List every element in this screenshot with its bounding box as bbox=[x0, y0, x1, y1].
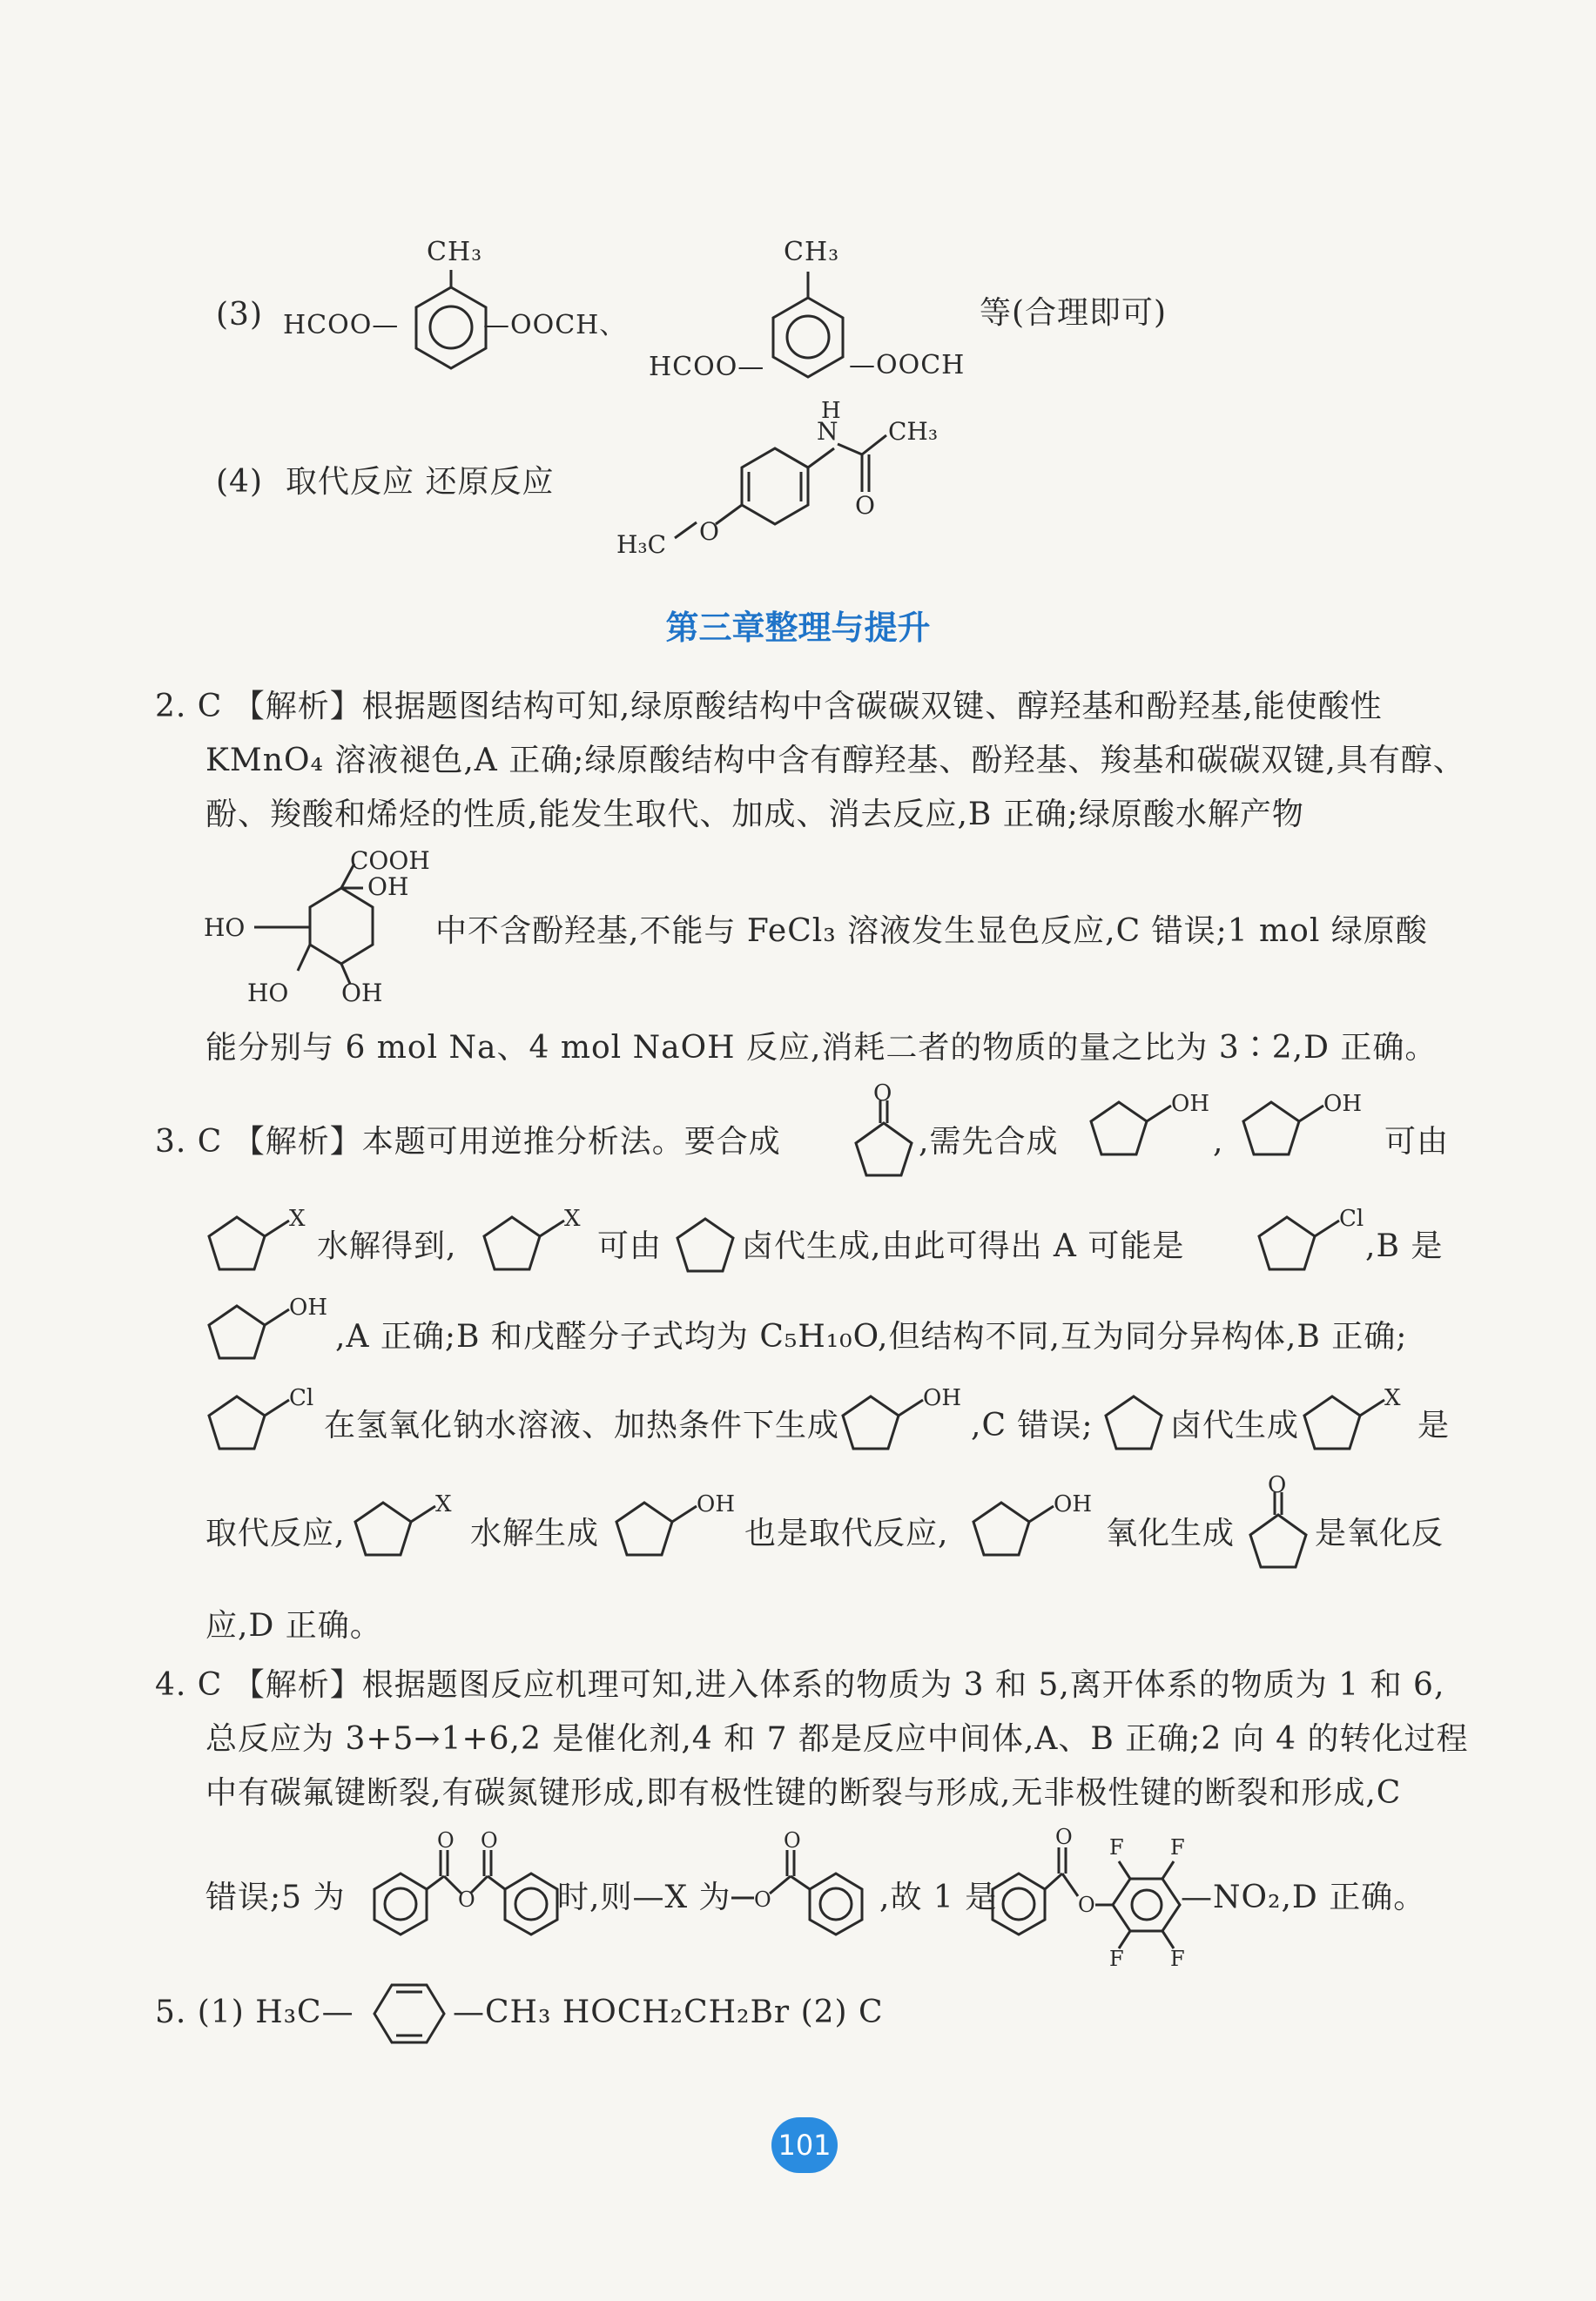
svg-text:F: F bbox=[1170, 1947, 1185, 1971]
q2-line1: 2. C 【解析】根据题图结构可知,绿原酸结构中含碳碳双键、醇羟基和酚羟基,能使酸性 bbox=[155, 689, 1383, 724]
q3-line4-c: 卤代生成 bbox=[1170, 1408, 1300, 1443]
q3-cyclopentanone-1 bbox=[849, 1080, 919, 1184]
q4-benzoate-group bbox=[728, 1828, 876, 1950]
q3-line5-d: 氧化生成 bbox=[1106, 1516, 1236, 1551]
q3-halocyclopentane-2 bbox=[477, 1206, 599, 1288]
q3-cyclopentanol-2 bbox=[1236, 1091, 1362, 1174]
q2-ho2-label: HO bbox=[247, 979, 289, 1007]
q3-line4-a: 在氢氧化钠水溶液、加热条件下生成 bbox=[324, 1408, 840, 1443]
q3-line3: ,A 正确;B 和戊醛分子式均为 C₅H₁₀O,但结构不同,互为同分异构体,B 正确; bbox=[335, 1319, 1408, 1355]
svg-text:O: O bbox=[437, 1828, 455, 1853]
part4-ch3-label: CH₃ bbox=[888, 417, 939, 446]
part3-right-ooch: —OOCH bbox=[849, 350, 966, 380]
q3-line1-b: ,需先合成 bbox=[919, 1124, 1059, 1160]
q3-cyclopentane-2 bbox=[1099, 1391, 1168, 1461]
q3-line5-c: 也是取代反应, bbox=[744, 1516, 949, 1551]
q3-chlorocyclopentane-2 bbox=[202, 1385, 324, 1468]
part3-benzene-2 bbox=[756, 270, 860, 392]
svg-text:X: X bbox=[289, 1206, 306, 1232]
q2-line4: 中不含酚羟基,不能与 FeCl₃ 溶液发生显色反应,C 错误;1 mol 绿原酸 bbox=[435, 913, 1428, 949]
q3-cyclopentanol-5 bbox=[609, 1491, 735, 1574]
q3-cyclopentanol-1 bbox=[1084, 1091, 1209, 1174]
q4-line1: 4. C 【解析】根据题图反应机理可知,进入体系的物质为 3 和 5,离开体系的物质为 1 和 6, bbox=[155, 1667, 1445, 1703]
q4-line2: 总反应为 3+5→1+6,2 是催化剂,4 和 7 都是反应中间体,A、B 正确;2 向 4 的转化过程 bbox=[205, 1721, 1469, 1757]
q3-line5-e: 是氧化反 bbox=[1315, 1516, 1444, 1551]
q3-line1-a: 3. C 【解析】本题可用逆推分析法。要合成 bbox=[155, 1124, 781, 1160]
svg-text:Cl: Cl bbox=[1339, 1206, 1364, 1232]
part3-ch3-1: CH₃ bbox=[427, 237, 483, 267]
q3-halocyclopentane-4 bbox=[348, 1491, 470, 1574]
q2-ho-label: HO bbox=[204, 913, 246, 942]
q3-halocyclopentane-3 bbox=[1297, 1385, 1419, 1468]
q2-line2: KMnO₄ 溶液褪色,A 正确;绿原酸结构中含有醇羟基、酚羟基、羧基和碳碳双键,具有醇、 bbox=[205, 743, 1465, 778]
q2-line3: 酚、羧酸和烯烃的性质,能发生取代、加成、消去反应,B 正确;绿原酸水解产物 bbox=[205, 797, 1304, 832]
svg-text:F: F bbox=[1109, 1947, 1124, 1971]
svg-text:X: X bbox=[564, 1206, 581, 1232]
section-title: 第三章整理与提升 bbox=[665, 609, 931, 647]
q3-line2-b: 可由 bbox=[597, 1228, 663, 1264]
q3-line4-d: 是 bbox=[1418, 1408, 1451, 1443]
part3-ch3-2: CH₃ bbox=[784, 237, 840, 267]
q3-cyclopentanol-6 bbox=[966, 1491, 1092, 1574]
page: (3) HCOO— CH₃ —OOCH、 CH₃ HCOO— —OOCH 等(合理即可) (4) 取代反应 还原反应 N H CH₃ O O H₃C 第三章整理与提升 2. C 【解析】根据题图结构可知,绿原酸结构中含碳碳双键、醇羟基和酚羟基,能使酸性 KMnO₄ 溶液褪色,A 正确;绿原酸结构中含有醇羟基、酚羟基、羧基和碳碳双键,具有醇、 酚、羧酸和烯烃的性质,能发生取代、加成、消去反应,B 正确;绿原酸水解产物 COOH OH HO HO OH 中不含酚羟基,不能与 FeCl₃ 溶液发生显色反应,C 错误;1 mol 绿原酸 能分别与 6 mol Na、4 mol NaOH 反应,消耗二者的物质的量之比为 3∶2,D 正确。 3. C 【解析】本题可用逆推分析法。要合成 O ,需先合成 OH , OH 可由 X 水解得到, X 可由 卤代生成,由此可得出 A 可能是 Cl ,B 是 OH ,A 正确;B 和戊醛分子式均为 C₅H₁₀O,但结构不同,互为同分异构体,B 正确; Cl 在氢氧化钠水溶液、加热条件下生成 OH ,C 错误; 卤代生成 X 是 取代反应, X 水解生成 OH 也是取代反应, OH 氧化生成 O 是氧化反 应,D 正确。 4. C 【解析】根据题图反应机理可知,进入体系的物质为 3 和 5,离开体系的物质为 1 和 6, 总反应为 3+5→1+6,2 是催化剂,4 和 7 都是反应中间体,A、B 正确;2 向 4 的转化过程 中有碳氟键断裂,有碳氮键形成,即有极性键的断裂与形成,无非极性键的断裂和形成,C 错误;5 为 O O O 时,则—X 为 O O ,故 1 是 O O F F F F —NO₂,D 正确。 5. (1) H₃C— —CH₃ HOCH₂CH₂Br (2) C 101 bbox=[0, 0, 1596, 2301]
svg-text:X: X bbox=[435, 1491, 452, 1517]
q5-part-b: —CH₃ HOCH₂CH₂Br (2) C bbox=[453, 1995, 884, 2030]
part4-carbonyl-o: O bbox=[855, 491, 875, 520]
svg-text:O: O bbox=[1055, 1825, 1073, 1849]
part4-n-label: N bbox=[817, 417, 838, 446]
page-number: 101 bbox=[771, 2117, 838, 2173]
q4-line4-a: 错误;5 为 bbox=[205, 1880, 346, 1915]
svg-text:O: O bbox=[1268, 1472, 1287, 1498]
q3-line1-c: 可由 bbox=[1384, 1124, 1450, 1160]
q3-halocyclopentane-1 bbox=[202, 1206, 324, 1288]
svg-text:O: O bbox=[784, 1828, 801, 1853]
svg-text:O: O bbox=[481, 1828, 498, 1853]
svg-text:O: O bbox=[458, 1887, 475, 1912]
svg-text:F: F bbox=[1170, 1835, 1185, 1860]
q4-line3: 中有碳氟键断裂,有碳氮键形成,即有极性键的断裂与形成,无非极性键的断裂和形成,C bbox=[205, 1775, 1402, 1811]
q3-line5-a: 取代反应, bbox=[205, 1516, 346, 1551]
q4-line4-b: 时,则—X 为 bbox=[557, 1880, 731, 1915]
q3-cyclopentanol-4 bbox=[836, 1385, 961, 1468]
svg-text:OH: OH bbox=[923, 1385, 961, 1411]
svg-text:O: O bbox=[754, 1887, 771, 1912]
q3-cyclopentane-1 bbox=[670, 1214, 740, 1283]
q2-quinic-acid bbox=[202, 844, 446, 1019]
svg-text:X: X bbox=[1384, 1385, 1401, 1411]
q3-cyclopentanol-3 bbox=[202, 1295, 327, 1377]
q3-line2-c: 卤代生成,由此可得出 A 可能是 bbox=[742, 1228, 1185, 1264]
q4-benzoic-anhydride bbox=[348, 1828, 557, 1950]
q3-cyclopentanone-2 bbox=[1243, 1472, 1313, 1576]
q4-line4-d: —NO₂,D 正确。 bbox=[1181, 1880, 1426, 1915]
q5-benzene bbox=[357, 1975, 461, 2053]
q2-oh2-label: OH bbox=[341, 979, 383, 1007]
svg-text:OH: OH bbox=[289, 1295, 327, 1321]
part3-left-ooch: —OOCH、 bbox=[483, 310, 627, 340]
part4-ether-o: O bbox=[699, 517, 719, 546]
q4-pfp-ester bbox=[984, 1820, 1210, 1971]
q3-chlorocyclopentane-1 bbox=[1252, 1206, 1374, 1288]
svg-text:OH: OH bbox=[1323, 1091, 1362, 1117]
part3-number: (3) bbox=[216, 297, 263, 333]
part4-h3c-label: H₃C bbox=[616, 530, 667, 559]
q5-part-a: 5. (1) H₃C— bbox=[155, 1995, 354, 2030]
q3-line2-a: 水解得到, bbox=[317, 1228, 457, 1264]
part3-left-hcoo: HCOO— bbox=[283, 310, 400, 340]
q3-line5-b: 水解生成 bbox=[470, 1516, 600, 1551]
svg-text:Cl: Cl bbox=[289, 1385, 314, 1411]
q4-line4-c: ,故 1 是 bbox=[879, 1880, 998, 1915]
part4-molecule bbox=[609, 400, 958, 575]
q2-line5: 能分别与 6 mol Na、4 mol NaOH 反应,消耗二者的物质的量之比为 3∶2,D 正确。 bbox=[205, 1030, 1438, 1066]
q2-oh1-label: OH bbox=[367, 872, 409, 901]
q3-line2-d: ,B 是 bbox=[1365, 1228, 1444, 1264]
svg-text:OH: OH bbox=[1054, 1491, 1092, 1517]
part4-h-label: H bbox=[821, 398, 841, 424]
q2-cooh-label: COOH bbox=[350, 846, 430, 875]
svg-text:OH: OH bbox=[697, 1491, 735, 1517]
part3-suffix: 等(合理即可) bbox=[980, 295, 1168, 331]
part3-right-hcoo: HCOO— bbox=[649, 352, 765, 382]
svg-text:OH: OH bbox=[1171, 1091, 1209, 1117]
q3-line4-b: ,C 错误; bbox=[971, 1408, 1094, 1443]
svg-text:F: F bbox=[1109, 1835, 1124, 1860]
part4-number: (4) bbox=[216, 464, 263, 500]
q3-line6: 应,D 正确。 bbox=[205, 1608, 382, 1644]
svg-text:O: O bbox=[873, 1080, 892, 1107]
svg-text:O: O bbox=[1078, 1893, 1095, 1917]
part4-text: 取代反应 还原反应 bbox=[286, 464, 555, 500]
